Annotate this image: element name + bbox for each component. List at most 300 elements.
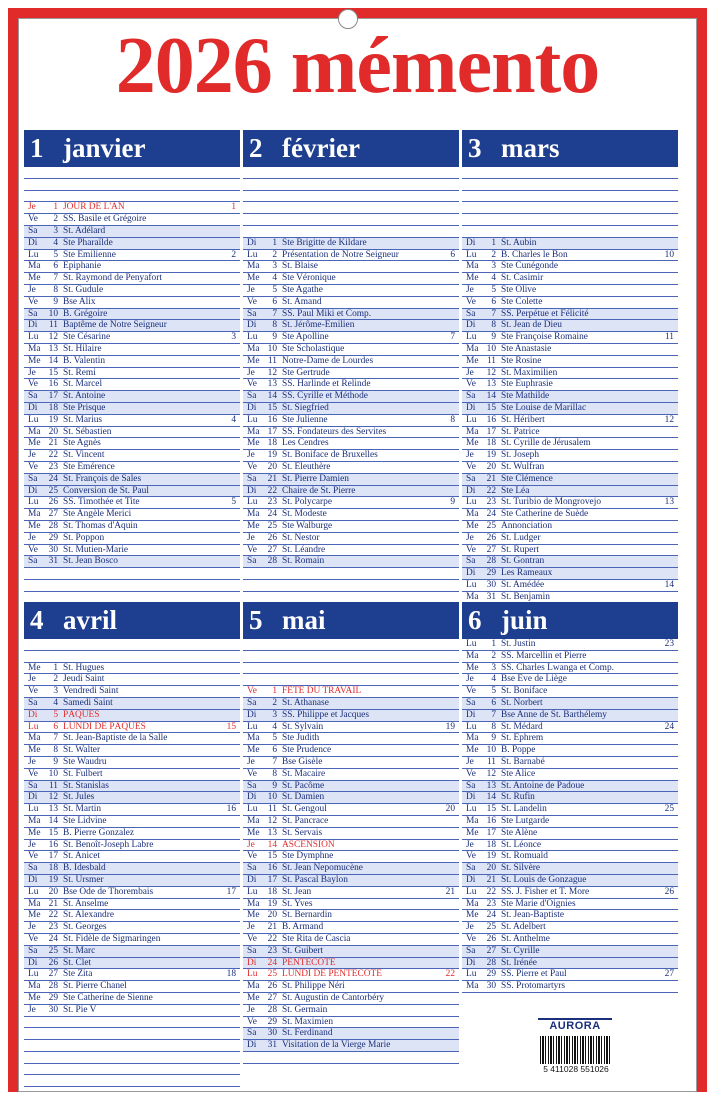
day-row	[243, 533, 459, 545]
month-header	[243, 130, 459, 167]
weekday: Ma	[247, 343, 260, 354]
day-row	[462, 427, 678, 439]
day-row	[24, 875, 240, 887]
saint-name: St. Eleuthère	[282, 461, 331, 472]
day-row	[462, 320, 678, 332]
weekday: Di	[28, 792, 38, 803]
saint-name: Ste Emérence	[63, 461, 115, 472]
day-row	[243, 745, 459, 757]
day-number: 2	[53, 674, 58, 685]
day-row	[243, 403, 459, 415]
month-header	[24, 130, 240, 167]
week-number: 16	[226, 804, 236, 815]
saint-name: St. Anicet	[63, 851, 100, 862]
day-row	[243, 993, 459, 1005]
day-row	[462, 899, 678, 911]
saint-name: St. Sylvain	[282, 721, 324, 732]
day-number: 16	[48, 379, 58, 390]
day-number: 11	[267, 355, 277, 366]
day-row	[24, 320, 240, 332]
week-number: 17	[226, 886, 236, 897]
weekday: Di	[247, 320, 257, 331]
weekday: Ma	[247, 426, 260, 437]
saint-name: Samedi Saint	[63, 697, 113, 708]
day-number: 8	[53, 284, 58, 295]
saint-name: St. Gengoul	[282, 804, 327, 815]
saint-name: St. Amand	[282, 296, 322, 307]
weekday: Ve	[466, 379, 476, 390]
day-number: 15	[486, 804, 496, 815]
day-number: 11	[48, 320, 58, 331]
saint-name: PENTECÔTE	[282, 957, 336, 968]
weekday: Sa	[247, 391, 257, 402]
weekday: Sa	[28, 945, 38, 956]
day-number: 26	[267, 981, 277, 992]
weekday: Lu	[466, 886, 477, 897]
weekday: Me	[28, 992, 41, 1003]
saint-name: St. Médard	[501, 721, 543, 732]
weekday: Sa	[247, 945, 257, 956]
empty-row	[24, 1040, 240, 1052]
saint-name: Bse Anne de St. Barthélemy	[501, 709, 607, 720]
day-row	[24, 722, 240, 734]
day-number: 22	[48, 450, 58, 461]
day-row	[462, 981, 678, 993]
day-number: 22	[267, 485, 277, 496]
month-number: 1	[30, 133, 44, 163]
weekday: Sa	[247, 863, 257, 874]
day-number: 31	[267, 1040, 277, 1051]
weekday: Ve	[466, 933, 476, 944]
weekday: Sa	[28, 308, 38, 319]
day-number: 29	[48, 532, 58, 543]
day-number: 24	[267, 957, 277, 968]
day-number: 1	[53, 662, 58, 673]
day-row	[243, 356, 459, 368]
weekday: Di	[28, 485, 38, 496]
weekday: Je	[466, 450, 474, 461]
saint-name: St. Pascal Baylon	[282, 874, 348, 885]
day-number: 1	[53, 202, 58, 213]
day-row	[462, 545, 678, 557]
day-row	[462, 910, 678, 922]
day-row	[462, 332, 678, 344]
day-number: 6	[491, 697, 496, 708]
day-number: 16	[267, 414, 277, 425]
saint-name: Vendredi Saint	[63, 686, 119, 697]
day-number: 6	[272, 745, 277, 756]
saint-name: St. Jean-Baptiste de la Salle	[63, 733, 168, 744]
weekday: Ma	[247, 509, 260, 520]
weekday: Ma	[247, 261, 260, 272]
saint-name: St. Fulbert	[63, 768, 103, 779]
saint-name: SS. Paul Miki et Comp.	[282, 308, 372, 319]
day-row	[24, 840, 240, 852]
day-number: 2	[272, 249, 277, 260]
day-row	[24, 851, 240, 863]
saint-name: St. Marc	[63, 945, 96, 956]
day-row	[243, 285, 459, 297]
saint-name: FÊTE DU TRAVAIL	[282, 686, 362, 697]
saint-name: Jeudi Saint	[63, 674, 105, 685]
weekday: Lu	[28, 497, 39, 508]
weekday: Sa	[28, 697, 38, 708]
weekday: Di	[28, 957, 38, 968]
day-row	[243, 391, 459, 403]
weekday: Sa	[247, 697, 257, 708]
day-row	[462, 851, 678, 863]
weekday: Ma	[466, 591, 479, 602]
day-row	[24, 450, 240, 462]
weekday: Me	[28, 438, 41, 449]
day-row	[243, 415, 459, 427]
page-title: 2026 mémento	[115, 22, 600, 110]
weekday: Me	[247, 745, 260, 756]
saint-name: St. Antoine de Padoue	[501, 780, 585, 791]
day-number: 26	[486, 532, 496, 543]
empty-row	[243, 226, 459, 238]
weekday: Ve	[247, 686, 257, 697]
day-row	[24, 710, 240, 722]
day-row	[462, 875, 678, 887]
day-number: 29	[486, 568, 496, 579]
day-number: 12	[48, 792, 58, 803]
weekday: Ma	[247, 898, 260, 909]
day-row	[462, 769, 678, 781]
weekday: Me	[466, 662, 479, 673]
weekday: Di	[28, 237, 38, 248]
saint-name: Chaire de St. Pierre	[282, 485, 356, 496]
day-row	[462, 674, 678, 686]
day-row	[462, 840, 678, 852]
day-row	[24, 828, 240, 840]
day-number: 4	[491, 273, 496, 284]
saint-name: SS. Marcellin et Pierre	[501, 650, 587, 661]
week-number: 21	[445, 886, 455, 897]
day-number: 23	[48, 922, 58, 933]
empty-row	[462, 179, 678, 191]
saint-name: Ste Clémence	[501, 473, 553, 484]
day-number: 30	[48, 544, 58, 555]
day-row	[24, 993, 240, 1005]
day-row	[24, 438, 240, 450]
saint-name: St. Vincent	[63, 450, 105, 461]
day-row	[243, 509, 459, 521]
empty-row	[243, 663, 459, 675]
weekday: Lu	[466, 332, 477, 343]
weekday: Je	[466, 922, 474, 933]
day-number: 14	[267, 391, 277, 402]
weekday: Ma	[466, 426, 479, 437]
day-number: 9	[491, 332, 496, 343]
saint-name: St. Hilaire	[63, 343, 102, 354]
weekday: Sa	[28, 473, 38, 484]
empty-row	[462, 167, 678, 179]
empty-row	[462, 191, 678, 203]
saint-name: St. Turibio de Mongrovejo	[501, 497, 602, 508]
saint-name: St. Jean	[282, 886, 312, 897]
day-number: 22	[48, 910, 58, 921]
day-number: 6	[272, 296, 277, 307]
weekday: Lu	[247, 249, 258, 260]
weekday: Je	[28, 532, 36, 543]
saint-name: St. Justin	[501, 639, 536, 649]
weekday: Ve	[466, 544, 476, 555]
day-number: 20	[48, 426, 58, 437]
saint-name: Notre-Dame de Lourdes	[282, 355, 374, 366]
day-number: 19	[267, 450, 277, 461]
week-number: 7	[450, 332, 455, 343]
day-number: 11	[486, 756, 496, 767]
month-name: mars	[501, 133, 560, 163]
day-row	[462, 238, 678, 250]
day-number: 7	[272, 756, 277, 767]
day-number: 24	[48, 933, 58, 944]
day-list	[462, 639, 678, 993]
weekday: Me	[247, 355, 260, 366]
saint-name: St. Jules	[63, 792, 95, 803]
day-row	[243, 521, 459, 533]
saint-name: Ste Walburge	[282, 520, 333, 531]
day-row	[462, 781, 678, 793]
weekday: Sa	[247, 556, 257, 567]
week-number: 2	[231, 249, 236, 260]
saint-name: St. Bernardin	[282, 910, 332, 921]
day-number: 3	[53, 686, 58, 697]
weekday: Me	[28, 827, 41, 838]
day-row	[24, 356, 240, 368]
day-row	[24, 509, 240, 521]
day-number: 23	[48, 461, 58, 472]
day-number: 2	[53, 214, 58, 225]
month-mai	[243, 602, 459, 1064]
weekday: Me	[466, 827, 479, 838]
saint-name: Ste Agnès	[63, 438, 101, 449]
weekday: Di	[466, 568, 476, 579]
day-number: 30	[486, 981, 496, 992]
weekday: Je	[247, 450, 255, 461]
day-row	[243, 710, 459, 722]
day-row	[462, 450, 678, 462]
day-row	[243, 462, 459, 474]
weekday: Ma	[247, 981, 260, 992]
day-number: 15	[267, 851, 277, 862]
day-number: 20	[267, 910, 277, 921]
day-number: 8	[272, 320, 277, 331]
day-number: 16	[267, 863, 277, 874]
week-number: 23	[664, 639, 674, 649]
day-number: 18	[267, 438, 277, 449]
weekday: Ma	[28, 898, 41, 909]
day-number: 3	[491, 662, 496, 673]
week-number: 24	[664, 721, 674, 732]
saint-name: St. Clet	[63, 957, 92, 968]
weekday: Sa	[466, 780, 476, 791]
weekday: Lu	[28, 721, 39, 732]
empty-row	[24, 580, 240, 592]
weekday: Lu	[247, 886, 258, 897]
saint-name: B. Pierre Gonzalez	[63, 827, 135, 838]
weekday: Di	[247, 874, 257, 885]
week-number: 5	[231, 497, 236, 508]
empty-row	[243, 1052, 459, 1064]
day-number: 3	[272, 261, 277, 272]
weekday: Me	[466, 910, 479, 921]
saint-name: Baptême de Notre Seigneur	[63, 320, 167, 331]
day-row	[24, 781, 240, 793]
day-number: 1	[491, 639, 496, 649]
saint-name: St. Hugues	[63, 662, 105, 673]
weekday: Sa	[466, 556, 476, 567]
day-list	[24, 639, 240, 1087]
day-number: 12	[48, 332, 58, 343]
day-row	[24, 226, 240, 238]
day-row	[243, 497, 459, 509]
saint-name: SS. Charles Lwanga et Comp.	[501, 662, 615, 673]
saint-name: St. Macaire	[282, 768, 326, 779]
day-number: 25	[267, 520, 277, 531]
week-number: 3	[231, 332, 236, 343]
week-number: 9	[450, 497, 455, 508]
saint-name: St. Servais	[282, 827, 323, 838]
saint-name: St. Maximilien	[501, 367, 558, 378]
day-number: 8	[491, 721, 496, 732]
saint-name: St. Benjamin	[501, 591, 550, 602]
day-number: 10	[48, 768, 58, 779]
saint-name: St. Antoine	[63, 391, 106, 402]
saint-name: Ste Olive	[501, 284, 537, 295]
weekday: Di	[247, 792, 257, 803]
saint-name: St. Modeste	[282, 509, 327, 520]
day-number: 10	[267, 343, 277, 354]
saint-name: St. Martin	[63, 804, 102, 815]
day-row	[462, 309, 678, 321]
saint-name: St. Augustin de Cantorbéry	[282, 992, 385, 1003]
weekday: Sa	[466, 308, 476, 319]
month-mars	[462, 130, 678, 603]
month-number: 6	[468, 605, 482, 635]
day-row	[24, 379, 240, 391]
empty-row	[243, 568, 459, 580]
weekday: Me	[466, 273, 479, 284]
weekday: Je	[466, 532, 474, 543]
saint-name: St. Cyrille de Jérusalem	[501, 438, 591, 449]
day-row	[243, 981, 459, 993]
saint-name: Ste Louise de Marillac	[501, 402, 587, 413]
weekday: Me	[247, 910, 260, 921]
weekday: Ve	[28, 214, 38, 225]
weekday: Di	[466, 237, 476, 248]
weekday: Lu	[247, 804, 258, 815]
weekday: Je	[466, 367, 474, 378]
day-row	[24, 804, 240, 816]
day-number: 25	[486, 520, 496, 531]
weekday: Je	[466, 284, 474, 295]
day-row	[243, 344, 459, 356]
weekday: Ma	[28, 509, 41, 520]
day-number: 20	[267, 461, 277, 472]
saint-name: Ste Cunégonde	[501, 261, 559, 272]
barcode	[540, 1036, 612, 1064]
day-row	[243, 273, 459, 285]
saint-name: St. Athanase	[282, 697, 329, 708]
week-number: 22	[445, 969, 455, 980]
saint-name: Ste Waudru	[63, 756, 107, 767]
day-list	[24, 167, 240, 603]
saint-name: LUNDI DE PENTECÔTE	[282, 969, 382, 980]
day-row	[24, 958, 240, 970]
weekday: Je	[247, 839, 255, 850]
saint-name: Bse Gisèle	[282, 756, 323, 767]
weekday: Lu	[247, 497, 258, 508]
day-row	[24, 698, 240, 710]
day-row	[462, 403, 678, 415]
month-name: juin	[501, 605, 548, 635]
day-row	[24, 427, 240, 439]
saint-name: St. Cyrille	[501, 945, 540, 956]
day-number: 16	[48, 839, 58, 850]
weekday: Ma	[466, 815, 479, 826]
day-row	[462, 509, 678, 521]
day-number: 2	[491, 249, 496, 260]
empty-row	[24, 179, 240, 191]
saint-name: Ste Julienne	[282, 414, 328, 425]
day-row	[24, 981, 240, 993]
day-row	[24, 899, 240, 911]
month-header	[24, 602, 240, 639]
saint-name: St. Germain	[282, 1004, 328, 1015]
month-header	[462, 130, 678, 167]
weekday: Je	[247, 922, 255, 933]
day-number: 24	[48, 473, 58, 484]
day-row	[24, 745, 240, 757]
week-number: 27	[664, 969, 674, 980]
weekday: Lu	[466, 804, 477, 815]
saint-name: Bse Ode de Thorembais	[63, 886, 154, 897]
day-number: 13	[267, 827, 277, 838]
day-number: 14	[267, 839, 277, 850]
day-number: 9	[53, 756, 58, 767]
day-number: 17	[486, 426, 496, 437]
weekday: Sa	[247, 308, 257, 319]
empty-row	[24, 1075, 240, 1087]
saint-name: Ste Prudence	[282, 745, 332, 756]
day-number: 21	[486, 473, 496, 484]
weekday: Ma	[247, 815, 260, 826]
day-number: 27	[267, 992, 277, 1003]
saint-name: SS. Fondateurs des Servites	[282, 426, 387, 437]
saint-name: St. Ludger	[501, 532, 541, 543]
weekday: Je	[28, 202, 36, 213]
weekday: Lu	[28, 886, 39, 897]
empty-row	[243, 167, 459, 179]
day-number: 4	[272, 721, 277, 732]
day-number: 12	[267, 367, 277, 378]
day-row	[243, 1028, 459, 1040]
day-number: 19	[267, 898, 277, 909]
day-row	[243, 545, 459, 557]
weekday: Je	[247, 367, 255, 378]
day-number: 25	[48, 945, 58, 956]
day-row	[24, 415, 240, 427]
weekday: Me	[28, 520, 41, 531]
day-row	[24, 863, 240, 875]
day-row	[243, 1017, 459, 1029]
day-number: 25	[48, 485, 58, 496]
saint-name: Ste Pharaïlde	[63, 237, 113, 248]
saint-name: SS. Protomartyrs	[501, 981, 566, 992]
weekday: Lu	[466, 969, 477, 980]
